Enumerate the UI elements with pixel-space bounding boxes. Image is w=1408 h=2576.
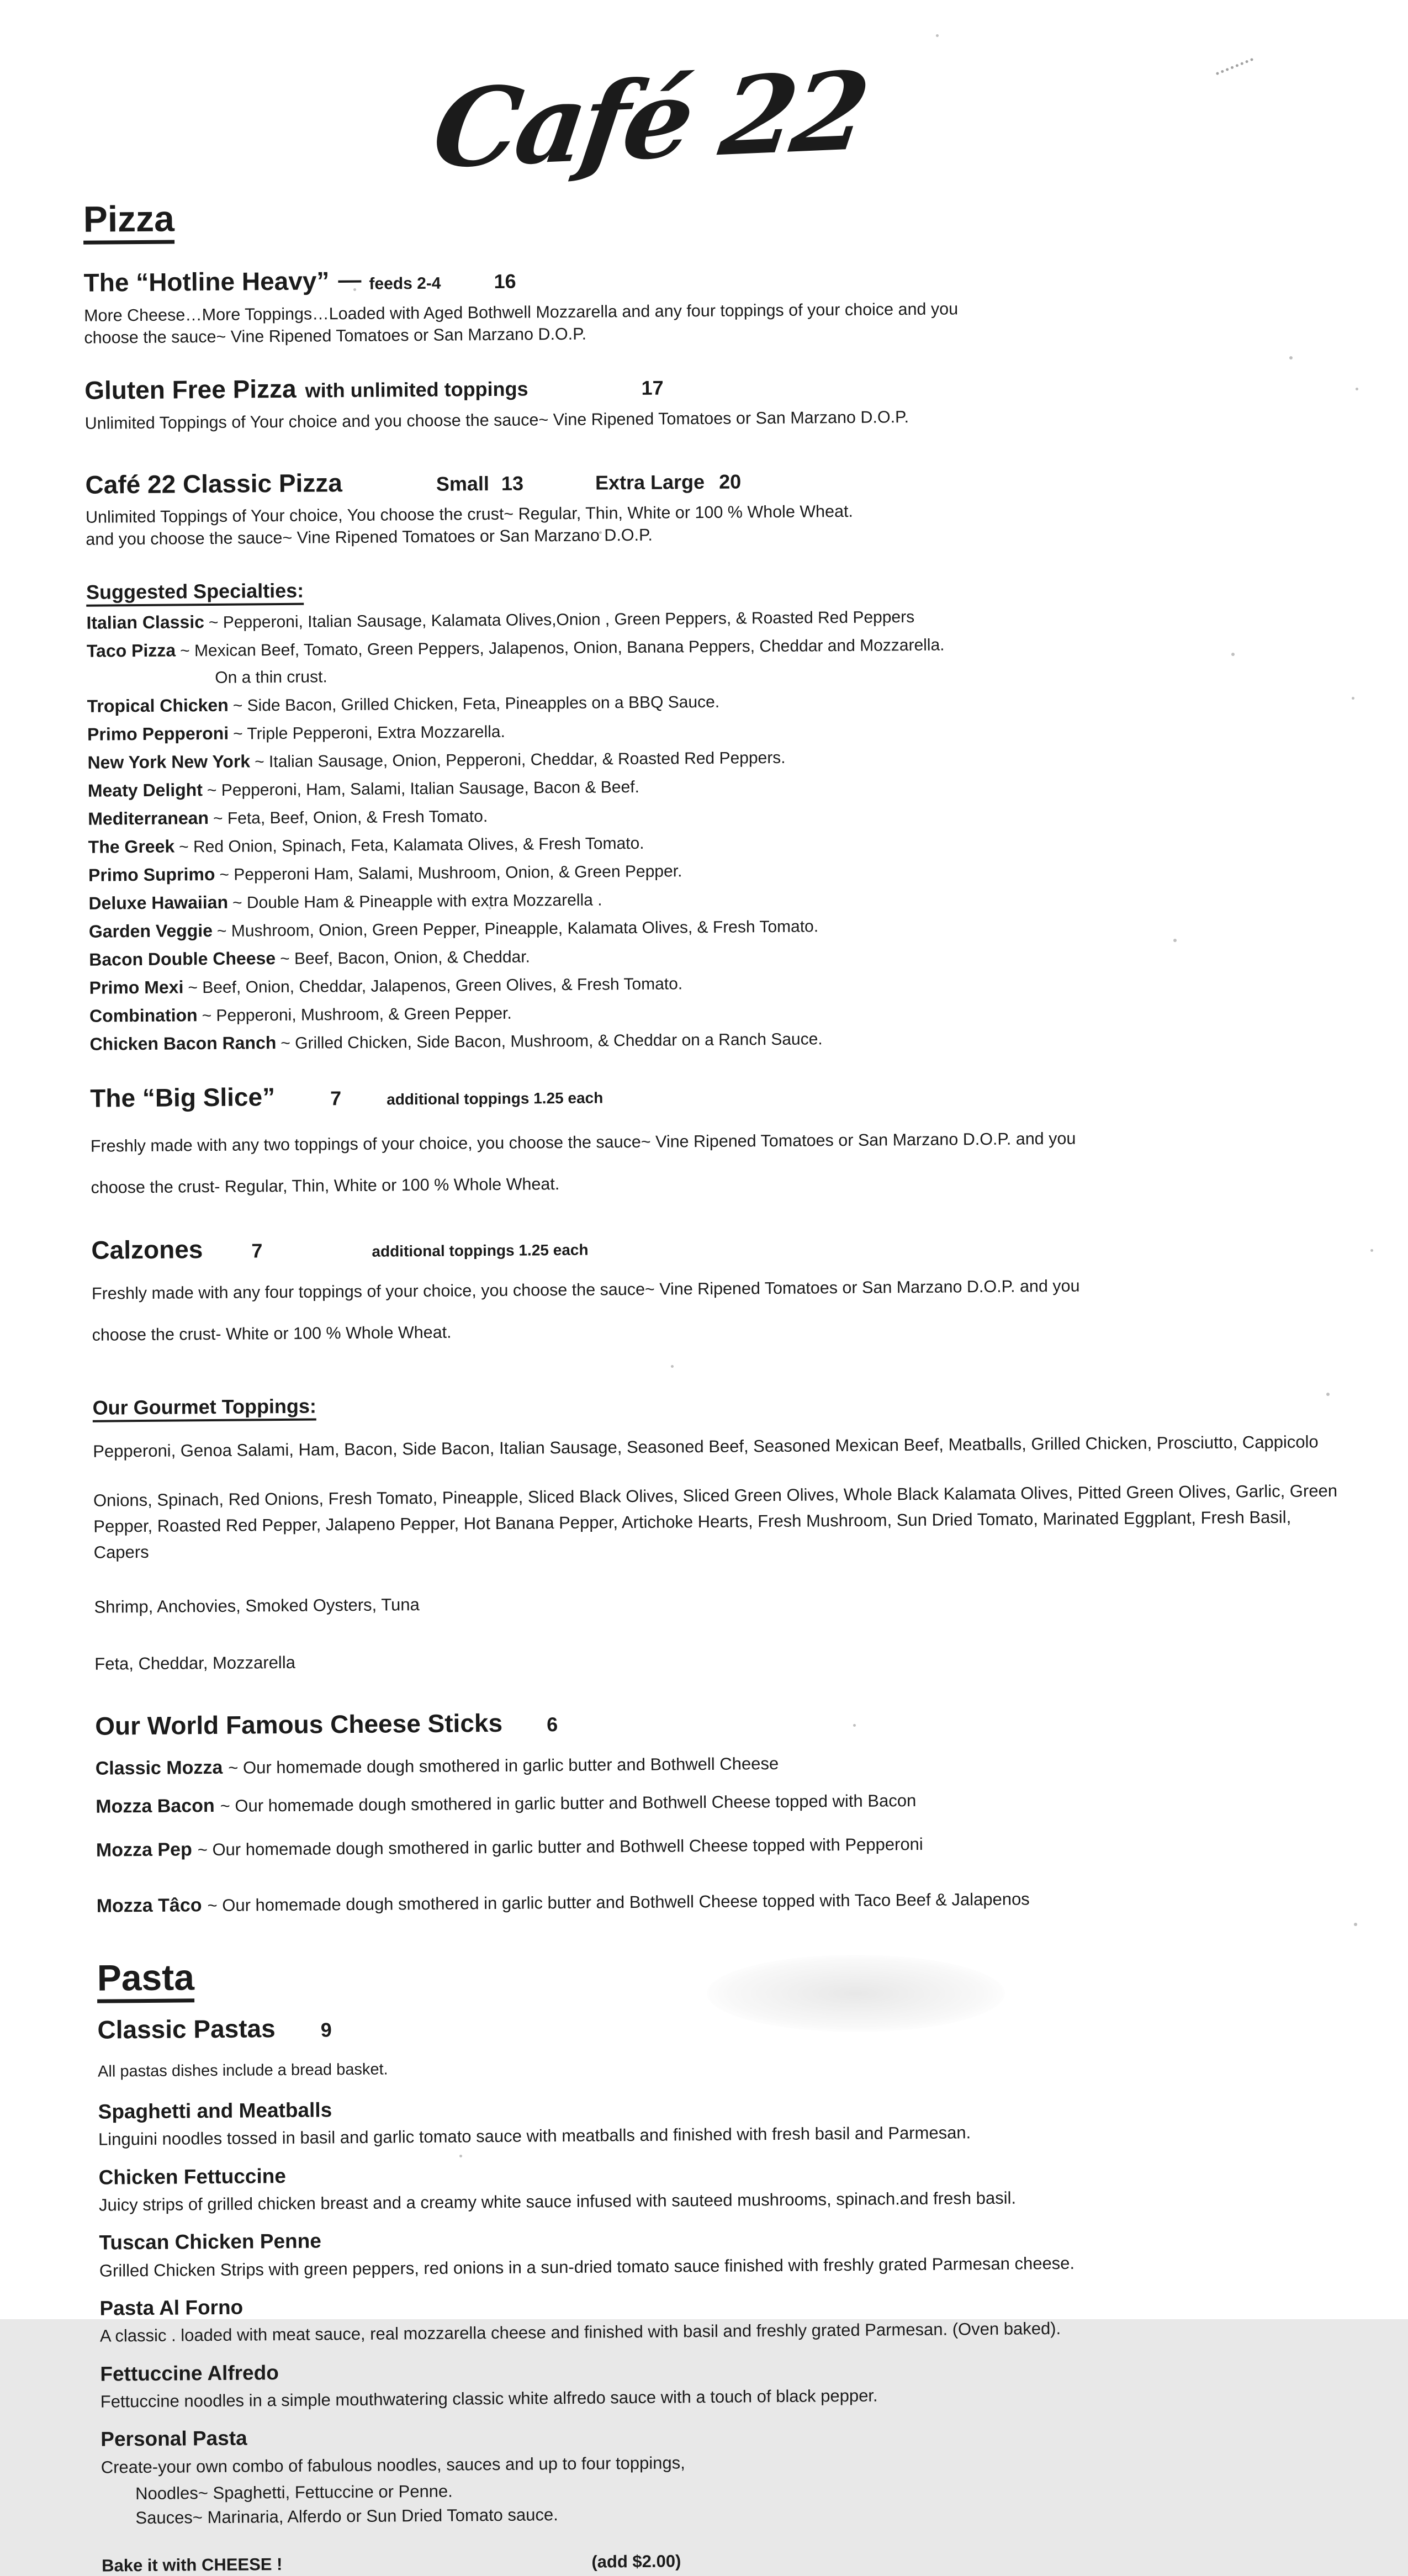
scan-speck (1356, 388, 1358, 390)
cheese-stick-name: Mozza Tâco (96, 1895, 202, 1917)
item-price: 7 (330, 1087, 342, 1110)
specialty-name: Combination (89, 1005, 198, 1027)
pasta-desc: A classic . loaded with meat sauce, real mozzarella cheese and finished with basil and freshly grated Parmesan. (Oven baked). (99, 2319, 1061, 2346)
specialty-desc: ~ Pepperoni, Ham, Salami, Italian Sausage, Bacon & Beef. (207, 778, 639, 800)
toppings-seafood: Shrimp, Anchovies, Smoked Oysters, Tuna (94, 1594, 420, 1617)
item-price: 7 (251, 1239, 263, 1262)
pasta-name: Fettuccine Alfredo (100, 2361, 279, 2385)
pasta-name: Spaghetti and Meatballs (98, 2098, 332, 2123)
pasta-desc: Linguini noodles tossed in basil and garlic tomato sauce with meatballs and finished with fresh basil and Parmesan. (98, 2123, 971, 2149)
cheese-stick-desc: ~ Our homemade dough smothered in garlic butter and Bothwell Cheese (228, 1754, 779, 1778)
specialty-name: Chicken Bacon Ranch (89, 1033, 277, 1055)
item-price: 6 (546, 1712, 558, 1736)
specialty-desc: ~ Mexican Beef, Tomato, Green Peppers, Jalapenos, Onion, Banana Peppers, Cheddar and Mozzarella. (180, 636, 945, 660)
specialty-desc: ~ Grilled Chicken, Side Bacon, Mushroom, & Cheddar on a Ranch Sauce. (280, 1030, 823, 1053)
item-header (91, 1226, 1345, 1264)
section-heading-pasta-label: Pasta (97, 1957, 194, 2003)
item-header (95, 1702, 1348, 1740)
item-header (83, 259, 1337, 297)
item-description: More Cheese…More Toppings…Loaded with Aged Bothwell Mozzarella and any four toppings of your choice and you (83, 299, 959, 325)
size-price-extra-large: 20 (718, 470, 742, 493)
cheese-stick-name: Mozza Bacon (96, 1795, 215, 1818)
specialty-desc: ~ Mushroom, Onion, Green Pepper, Pineapple, Kalamata Olives, & Fresh Tomato. (216, 917, 819, 941)
item-subtitle: with unlimited toppings (305, 377, 528, 402)
pasta-name: Tuscan Chicken Penne (99, 2229, 322, 2254)
pasta-item-spaghetti-meatballs (98, 2090, 1352, 2151)
pasta-item-fettuccine-alfredo (100, 2352, 1354, 2413)
pasta-desc: Create-your own combo of fabulous noodles, sauces and up to four toppings, (100, 2452, 685, 2477)
toppings-heading-label: Our Gourmet Toppings: (92, 1394, 316, 1422)
cheese-stick-name: Mozza Pep (96, 1839, 192, 1861)
bake-with-cheese-row (102, 2546, 1355, 2576)
menu-item-gluten-free-pizza (84, 367, 1338, 434)
item-name: Calzones (91, 1235, 203, 1265)
pasta-name: Chicken Fettuccine (98, 2164, 287, 2189)
item-name: Classic Pastas (97, 2014, 276, 2044)
toppings-meats: Pepperoni, Genoa Salami, Ham, Bacon, Side Bacon, Italian Sausage, Seasoned Beef, Seasoned Mexican Beef, Meatballs, Grilled Chicken, Prosciutto, Cappicolo (93, 1432, 1319, 1461)
menu-item-calzones (91, 1226, 1346, 1356)
section-heading-pasta (97, 1948, 1351, 2000)
item-header (85, 461, 1338, 499)
pasta-desc: Fettuccine noodles in a simple mouthwatering classic white alfredo sauce with a touch of black pepper. (100, 2385, 878, 2411)
item-name: Gluten Free Pizza (84, 374, 297, 405)
bake-with-cheese-label: Bake it with CHEESE ! (101, 2554, 283, 2575)
pasta-desc: Grilled Chicken Strips with green peppers, red onions in a sun-dried tomato sauce finished with freshly grated Parmesan cheese. (99, 2253, 1075, 2281)
classic-pastas-header (97, 2006, 1351, 2044)
size-price-small: 13 (501, 472, 524, 495)
item-header (90, 1075, 1343, 1112)
item-price: 16 (494, 270, 516, 293)
menu-content (82, 0, 1356, 2576)
specialty-name: Bacon Double Cheese (89, 948, 276, 970)
cheese-stick-desc: ~ Our homemade dough smothered in garlic butter and Bothwell Cheese topped with Bacon (220, 1791, 917, 1816)
cheese-stick-item (96, 1784, 1349, 1824)
specialty-name: Garden Veggie (88, 921, 213, 942)
cheese-stick-name: Classic Mozza (95, 1757, 223, 1780)
specialties-list (86, 601, 1343, 1060)
specialty-name: Tropical Chicken (87, 695, 229, 717)
item-price: 17 (641, 376, 664, 399)
item-toppings-note: additional toppings 1.25 each (387, 1089, 604, 1108)
pasta-name: Pasta Al Forno (99, 2295, 244, 2320)
specialty-desc: ~ Pepperoni Ham, Salami, Mushroom, Onion, & Green Pepper. (219, 862, 682, 885)
cheese-stick-desc: ~ Our homemade dough smothered in garlic butter and Bothwell Cheese topped with Pepperoni (197, 1834, 923, 1860)
item-description: Freshly made with any four toppings of your choice, you choose the sauce~ Vine Ripened Tomatoes or San Marzano D.O.P. and you (91, 1276, 1080, 1303)
specialty-name: New York New York (87, 751, 251, 773)
item-description: choose the sauce~ Vine Ripened Tomatoes or San Marzano D.O.P. (84, 324, 587, 347)
cheese-stick-item (96, 1745, 1349, 1786)
item-name: Café 22 Classic Pizza (85, 468, 343, 499)
cheese-stick-desc: ~ Our homemade dough smothered in garlic butter and Bothwell Cheese topped with Taco Beef & Jalapenos (207, 1889, 1030, 1916)
item-description: Unlimited Toppings of Your choice, You choose the crust~ Regular, Thin, White or 100 % Whole Wheat. (85, 502, 854, 527)
specialty-extra-note: On a thin crust. (215, 668, 327, 687)
section-heading-pizza-label: Pizza (83, 198, 174, 244)
item-serving-note: feeds 2-4 (369, 274, 441, 294)
item-description: Unlimited Toppings of Your choice and you choose the sauce~ Vine Ripened Tomatoes or San Marzano D.O.P. (84, 407, 909, 433)
item-toppings-note: additional toppings 1.25 each (372, 1241, 589, 1260)
toppings-heading (92, 1385, 1346, 1419)
specialty-desc: ~ Red Onion, Spinach, Feta, Kalamata Olives, & Fresh Tomato. (179, 834, 644, 856)
specialty-name: Primo Pepperoni (87, 723, 229, 745)
menu-item-hotline-heavy (83, 259, 1337, 348)
specialty-desc: ~ Beef, Onion, Cheddar, Jalapenos, Green Olives, & Fresh Tomato. (188, 975, 683, 997)
specialty-name: Meaty Delight (87, 780, 203, 801)
pasta-note: All pastas dishes include a bread basket. (97, 2060, 388, 2081)
item-description: and you choose the sauce~ Vine Ripened Tomatoes or San Marzano D.O.P. (86, 525, 653, 549)
size-label-small: Small (436, 472, 490, 495)
specialty-desc: ~ Italian Sausage, Onion, Pepperoni, Cheddar, & Roasted Red Peppers. (255, 749, 786, 771)
pasta-desc: Juicy strips of grilled chicken breast and a creamy white sauce infused with sauteed mushrooms, spinach.and fresh basil. (98, 2188, 1017, 2215)
pasta-item-pasta-al-forno (99, 2287, 1353, 2348)
pasta-item-tuscan-chicken-penne (99, 2221, 1353, 2282)
specialty-desc: ~ Pepperoni, Mushroom, & Green Pepper. (202, 1004, 512, 1025)
pasta-item-personal-pasta (100, 2418, 1354, 2531)
specialty-desc: ~ Feta, Beef, Onion, & Fresh Tomato. (213, 807, 488, 828)
specialty-desc: ~ Double Ham & Pineapple with extra Mozzarella . (232, 891, 602, 913)
restaurant-logo: Café 22 (426, 47, 872, 193)
specialty-desc: ~ Pepperoni, Italian Sausage, Kalamata Olives,Onion , Green Peppers, & Roasted Red Peppers (208, 608, 915, 632)
specialty-name: Taco Pizza (86, 640, 176, 662)
menu-item-big-slice (90, 1075, 1345, 1208)
cheese-stick-item (97, 1883, 1350, 1923)
specialty-name: Italian Classic (86, 612, 205, 633)
scan-speck (1352, 697, 1354, 700)
bake-with-cheese-price: (add $2.00) (591, 2551, 681, 2572)
item-description: choose the crust- Regular, Thin, White or 100 % Whole Wheat. (91, 1175, 560, 1197)
specialty-name: Deluxe Hawaiian (88, 892, 229, 914)
specialties-heading (86, 570, 1340, 604)
specialty-desc: ~ Side Bacon, Grilled Chicken, Feta, Pineapples on a BBQ Sauce. (232, 693, 720, 716)
scan-speck (1354, 1923, 1357, 1926)
size-label-extra-large: Extra Large (595, 470, 705, 494)
item-name: Our World Famous Cheese Sticks (94, 1708, 503, 1741)
pasta-name: Personal Pasta (100, 2426, 247, 2451)
menu-item-classic-pizza (85, 461, 1339, 551)
specialty-name: Primo Suprimo (88, 864, 215, 886)
specialty-desc: ~ Beef, Bacon, Onion, & Cheddar. (280, 948, 531, 969)
item-description: choose the crust- White or 100 % Whole Wheat. (92, 1323, 452, 1345)
item-description: Freshly made with any two toppings of your choice, you choose the sauce~ Vine Ripened Tomatoes or San Marzano D.O.P. and you (90, 1129, 1076, 1156)
specialty-name: Mediterranean (88, 808, 209, 829)
cheese-stick-item (96, 1827, 1349, 1868)
specialties-heading-label: Suggested Specialties: (86, 579, 304, 607)
menu-item-cheese-sticks (95, 1702, 1350, 1923)
pasta-sauce-options: Sauces~ Marinaria, Alferdo or Sun Dried Tomato sauce. (135, 2505, 558, 2528)
specialty-desc: ~ Triple Pepperoni, Extra Mozzarella. (233, 723, 505, 744)
item-name: The “Big Slice” (90, 1082, 276, 1113)
pasta-item-chicken-fettuccine (98, 2155, 1352, 2217)
scan-speck (1370, 1249, 1373, 1252)
toppings-cheeses: Feta, Cheddar, Mozzarella (94, 1652, 296, 1674)
toppings-veggies: Onions, Spinach, Red Onions, Fresh Tomato, Pineapple, Sliced Black Olives, Sliced Green Olives, Whole Black Kalamata Olives, Pitted Green Olives, Garlic, Green Pepper, Roasted Red Pepper, Jalapeno Pepper, Hot Banana Pepper, Artichoke Hearts, Fresh Mushroom, Sun Dried Tomato, Marinated Eggplant, Fresh Basil, Capers (93, 1480, 1338, 1562)
specialty-name: Primo Mexi (89, 977, 184, 998)
pasta-noodle-options: Noodles~ Spaghetti, Fettuccine or Penne. (135, 2481, 453, 2504)
item-name: The “Hotline Heavy” (83, 266, 330, 298)
specialty-name: The Greek (88, 836, 175, 858)
dash: — (338, 267, 362, 293)
item-header (84, 367, 1338, 404)
item-price: 9 (320, 2018, 332, 2041)
section-heading-pizza (83, 188, 1337, 240)
